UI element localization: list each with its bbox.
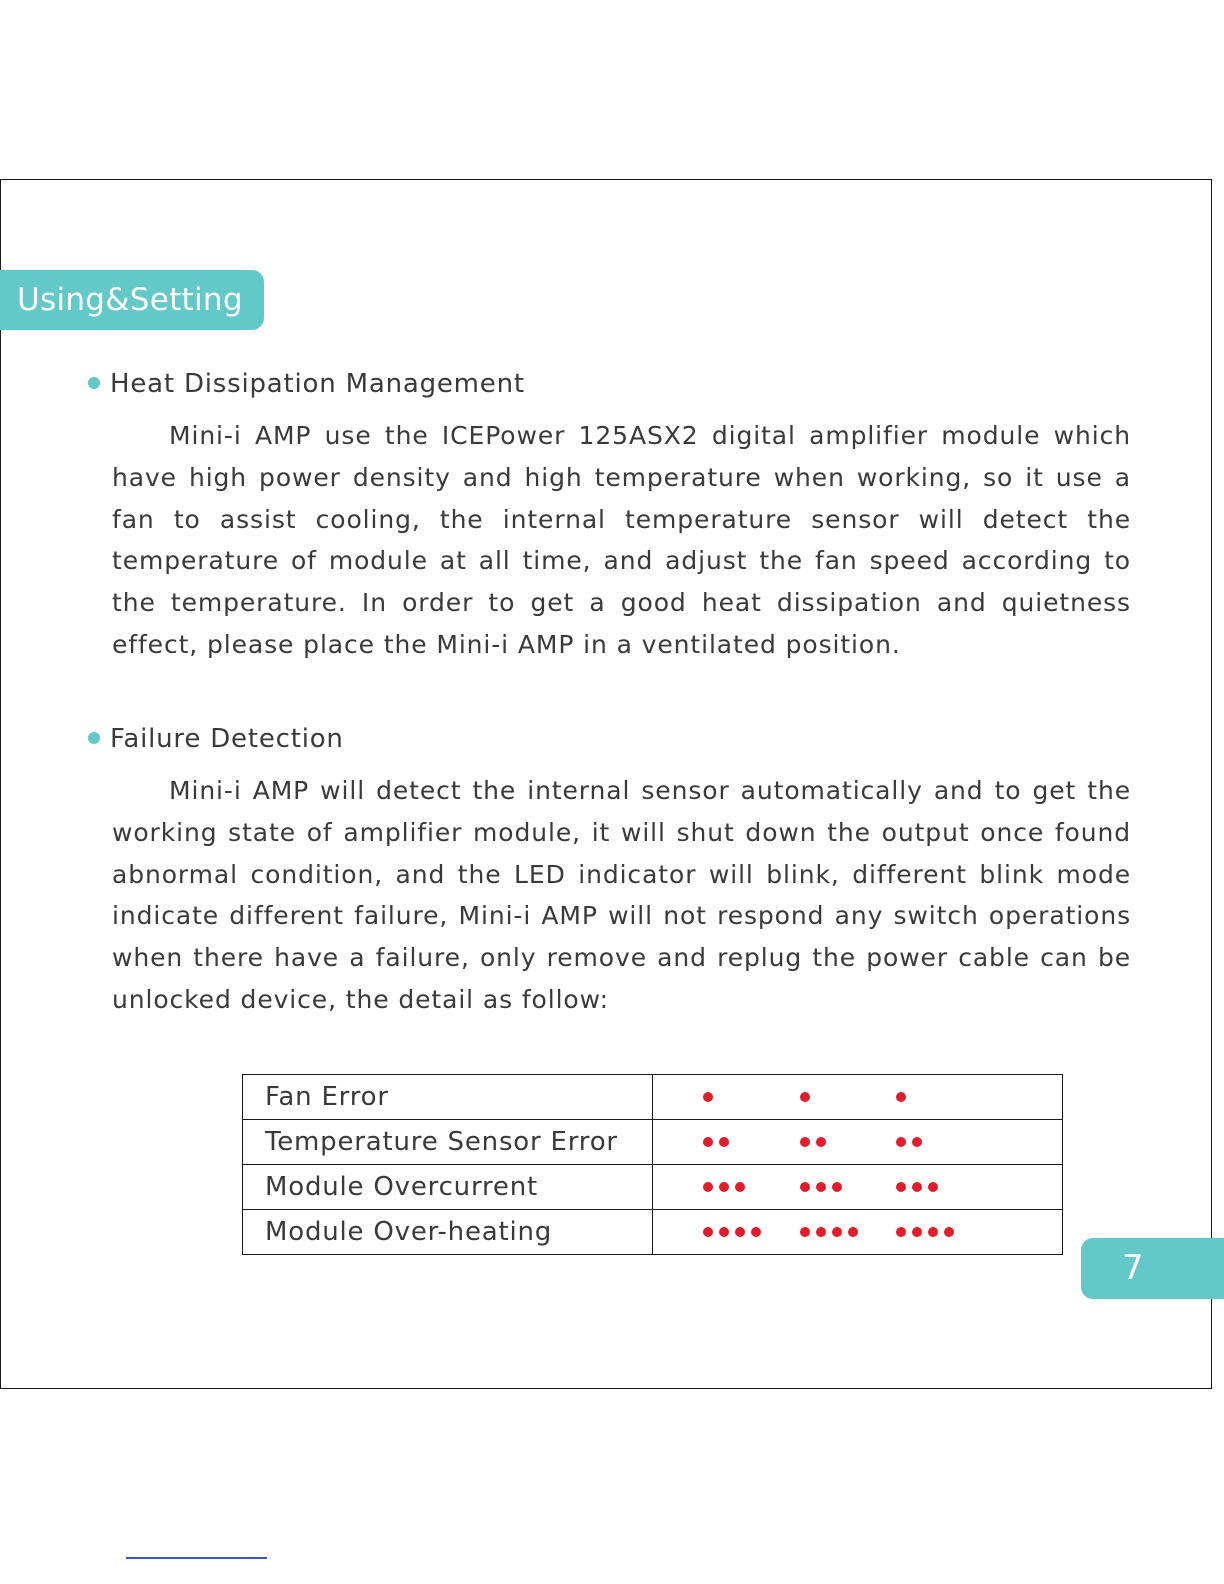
led-dot-icon	[719, 1182, 729, 1192]
blink-group	[703, 1182, 745, 1192]
led-dot-icon	[816, 1137, 826, 1147]
blink-group	[896, 1137, 922, 1147]
error-label: Fan Error	[243, 1075, 653, 1120]
table-row	[243, 1075, 1063, 1120]
led-dot-icon	[848, 1227, 858, 1237]
bottom-divider	[126, 1557, 267, 1559]
led-dot-icon	[703, 1182, 713, 1192]
table-row	[243, 1210, 1063, 1255]
table-row	[243, 1165, 1063, 1210]
blink-group	[800, 1182, 842, 1192]
led-dot-icon	[703, 1137, 713, 1147]
led-dot-icon	[928, 1227, 938, 1237]
blink-pattern	[653, 1075, 1063, 1120]
table-row	[243, 1120, 1063, 1165]
led-dot-icon	[703, 1092, 713, 1102]
led-dot-icon	[800, 1092, 810, 1102]
blink-pattern	[653, 1120, 1063, 1165]
blink-group	[703, 1137, 729, 1147]
section-tab: Using&Setting	[0, 270, 264, 330]
led-dot-icon	[896, 1182, 906, 1192]
blink-group	[703, 1227, 761, 1237]
led-dot-icon	[816, 1182, 826, 1192]
heat-paragraph: Mini-i AMP use the ICEPower 125ASX2 digital amplifier module which have high power density and high temperature when working, so it use a fan to assist cooling, the internal temperature sensor will detect the temperature of module at all time, and adjust the fan speed according to the temperature. In order to get a good heat dissipation and quietness effect, please place the Mini-i AMP in a ventilated position.	[112, 421, 1131, 659]
led-dot-icon	[735, 1182, 745, 1192]
led-dot-icon	[896, 1227, 906, 1237]
error-label: Temperature Sensor Error	[243, 1120, 653, 1165]
led-dot-icon	[832, 1227, 842, 1237]
led-dot-icon	[735, 1227, 745, 1237]
blink-group	[703, 1092, 713, 1102]
led-dot-icon	[832, 1182, 842, 1192]
blink-group	[800, 1137, 826, 1147]
led-dot-icon	[816, 1227, 826, 1237]
failure-heading	[88, 724, 344, 754]
blink-group	[800, 1092, 810, 1102]
led-dot-icon	[703, 1227, 713, 1237]
led-dot-icon	[800, 1227, 810, 1237]
error-label: Module Over-heating	[243, 1210, 653, 1255]
heat-heading-text: Heat Dissipation Management	[110, 369, 525, 399]
blink-pattern	[653, 1165, 1063, 1210]
led-dot-icon	[800, 1137, 810, 1147]
blink-group	[896, 1227, 954, 1237]
led-dot-icon	[800, 1182, 810, 1192]
led-dot-icon	[928, 1182, 938, 1192]
blink-group	[896, 1182, 938, 1192]
blink-group	[800, 1227, 858, 1237]
led-dot-icon	[719, 1137, 729, 1147]
led-dot-icon	[912, 1137, 922, 1147]
bullet-dot-icon	[88, 732, 100, 744]
led-dot-icon	[944, 1227, 954, 1237]
failure-heading-text: Failure Detection	[110, 724, 344, 754]
led-dot-icon	[896, 1137, 906, 1147]
led-dot-icon	[896, 1092, 906, 1102]
error-table	[242, 1074, 1063, 1255]
blink-group	[896, 1092, 906, 1102]
led-dot-icon	[751, 1227, 761, 1237]
bullet-dot-icon	[88, 377, 100, 389]
heat-heading	[88, 369, 525, 399]
led-dot-icon	[719, 1227, 729, 1237]
page-number: 7	[1081, 1238, 1224, 1299]
led-dot-icon	[912, 1227, 922, 1237]
blink-pattern	[653, 1210, 1063, 1255]
failure-paragraph: Mini-i AMP will detect the internal sensor automatically and to get the working state of amplifier module, it will shut down the output once found abnormal condition, and the LED indicator will blink, different blink mode indicate different failure, Mini-i AMP will not respond any switch operations when there have a failure, only remove and replug the power cable can be unlocked device, the detail as follow:	[112, 776, 1131, 1014]
error-label: Module Overcurrent	[243, 1165, 653, 1210]
led-dot-icon	[912, 1182, 922, 1192]
